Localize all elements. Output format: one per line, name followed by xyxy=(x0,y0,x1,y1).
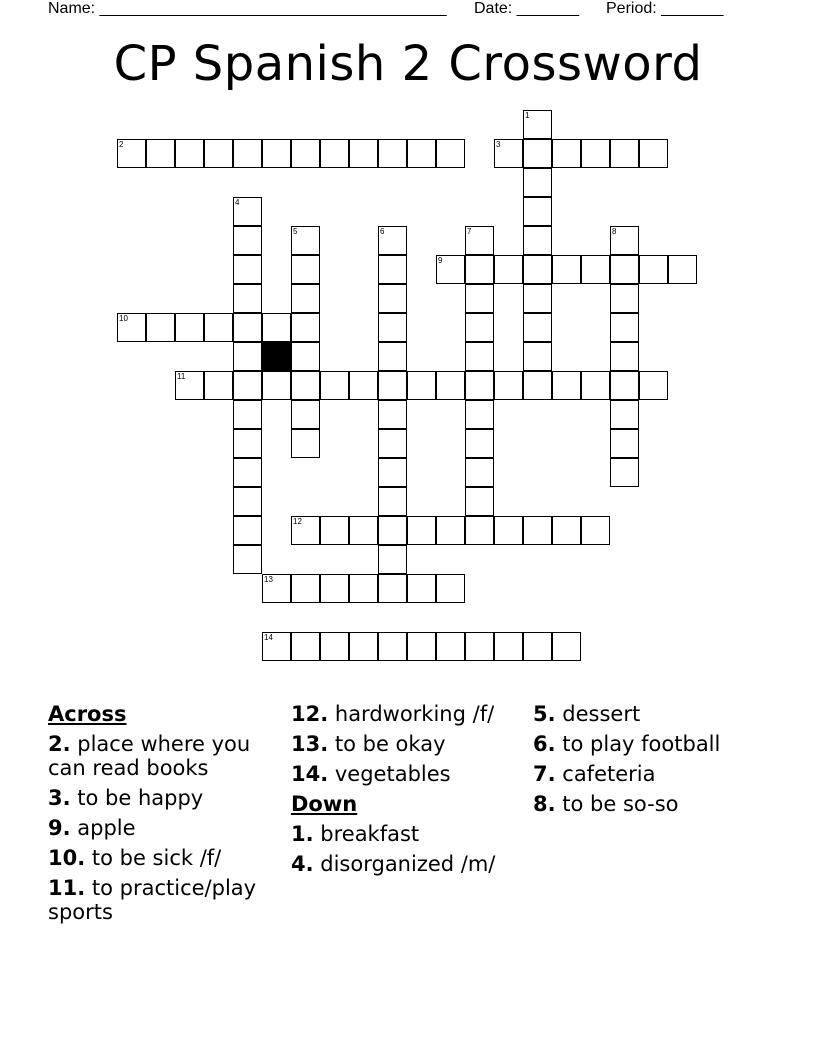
clue-number: 5 xyxy=(293,227,298,236)
grid-cell[interactable] xyxy=(291,400,320,429)
grid-cell[interactable] xyxy=(610,139,639,168)
grid-cell[interactable] xyxy=(523,516,552,545)
clue-item-text: to be okay xyxy=(328,732,446,756)
clue-column-3 xyxy=(533,702,768,822)
grid-cell[interactable] xyxy=(262,313,291,342)
clue-number: 9 xyxy=(438,256,443,265)
grid-cell[interactable] xyxy=(552,632,581,661)
clue-item-number: 4. xyxy=(291,852,314,876)
grid-cell[interactable] xyxy=(320,516,349,545)
grid-cell[interactable] xyxy=(291,139,320,168)
clue-column-2 xyxy=(291,702,526,882)
clue-item xyxy=(533,792,768,816)
date-line[interactable]: Date: _______ xyxy=(474,0,579,17)
clue-item xyxy=(291,852,526,876)
name-line[interactable]: Name: _______________________________________ xyxy=(48,0,447,17)
grid-cell[interactable] xyxy=(233,458,262,487)
across-heading: Across xyxy=(48,702,127,726)
grid-cell[interactable] xyxy=(465,429,494,458)
clue-number: 4 xyxy=(235,198,240,207)
clue-item-text: hardworking /f/ xyxy=(328,702,495,726)
clue-item-number: 8. xyxy=(533,792,556,816)
grid-cell[interactable] xyxy=(378,516,407,545)
clue-item-text: dessert xyxy=(555,702,641,726)
grid-cell[interactable] xyxy=(320,632,349,661)
clue-number: 14 xyxy=(264,633,273,642)
grid-cell[interactable] xyxy=(233,313,262,342)
grid-cell[interactable] xyxy=(436,255,465,284)
grid-cell[interactable] xyxy=(378,313,407,342)
grid-cell[interactable] xyxy=(262,139,291,168)
grid-cell[interactable] xyxy=(291,255,320,284)
clue-item-text: cafeteria xyxy=(555,762,656,786)
grid-cell[interactable] xyxy=(639,255,668,284)
grid-cell[interactable] xyxy=(233,226,262,255)
grid-cell[interactable] xyxy=(523,255,552,284)
clue-number: 12 xyxy=(293,517,302,526)
grid-cell[interactable] xyxy=(552,139,581,168)
grid-cell[interactable] xyxy=(291,313,320,342)
grid-cell[interactable] xyxy=(668,255,697,284)
grid-cell[interactable] xyxy=(436,632,465,661)
page-title: CP Spanish 2 Crossword xyxy=(113,36,703,92)
clue-item xyxy=(48,732,283,780)
clue-number: 7 xyxy=(467,227,472,236)
grid-cell[interactable] xyxy=(465,255,494,284)
grid-cell[interactable] xyxy=(523,197,552,226)
grid-cell[interactable] xyxy=(523,371,552,400)
clue-item xyxy=(291,762,526,786)
grid-cell[interactable] xyxy=(233,545,262,574)
grid-cell[interactable] xyxy=(320,371,349,400)
down-heading: Down xyxy=(291,792,358,816)
grid-cell[interactable] xyxy=(610,284,639,313)
grid-cell[interactable] xyxy=(349,632,378,661)
grid-cell[interactable] xyxy=(465,632,494,661)
clue-item xyxy=(48,786,283,810)
grid-cell[interactable] xyxy=(146,313,175,342)
grid-cell[interactable] xyxy=(552,371,581,400)
grid-cell[interactable] xyxy=(233,197,262,226)
grid-cell[interactable] xyxy=(175,313,204,342)
clue-item xyxy=(291,702,526,726)
grid-cell[interactable] xyxy=(523,284,552,313)
grid-cell[interactable] xyxy=(291,632,320,661)
grid-cell[interactable] xyxy=(552,516,581,545)
grid-cell[interactable] xyxy=(407,516,436,545)
clue-item-text: to play football xyxy=(555,732,721,756)
grid-cell[interactable] xyxy=(291,574,320,603)
grid-cell[interactable] xyxy=(175,371,204,400)
grid-cell[interactable] xyxy=(378,284,407,313)
grid-cell[interactable] xyxy=(233,255,262,284)
grid-cell[interactable] xyxy=(523,226,552,255)
grid-cell[interactable] xyxy=(378,139,407,168)
clue-item-text: breakfast xyxy=(313,822,420,846)
clue-item-number: 1. xyxy=(291,822,314,846)
grid-cell[interactable] xyxy=(494,139,523,168)
grid-cell[interactable] xyxy=(378,458,407,487)
grid-cell[interactable] xyxy=(465,400,494,429)
clue-number: 1 xyxy=(525,111,530,120)
grid-cell[interactable] xyxy=(581,139,610,168)
grid-cell[interactable] xyxy=(523,168,552,197)
grid-cell[interactable] xyxy=(465,313,494,342)
clue-item xyxy=(291,822,526,846)
clue-item-text: disorganized /m/ xyxy=(313,852,496,876)
clue-item-text: place where you can read books xyxy=(48,732,251,780)
grid-cell[interactable] xyxy=(378,429,407,458)
grid-cell[interactable] xyxy=(436,516,465,545)
grid-cell[interactable] xyxy=(204,371,233,400)
grid-cell[interactable] xyxy=(436,139,465,168)
grid-cell[interactable] xyxy=(262,632,291,661)
grid-cell[interactable] xyxy=(320,574,349,603)
clue-item-number: 12. xyxy=(291,702,329,726)
grid-cell[interactable] xyxy=(610,313,639,342)
clue-item-number: 6. xyxy=(533,732,556,756)
grid-cell[interactable] xyxy=(378,574,407,603)
grid-cell[interactable] xyxy=(233,429,262,458)
grid-cell[interactable] xyxy=(291,371,320,400)
grid-cell[interactable] xyxy=(233,371,262,400)
grid-cell[interactable] xyxy=(117,313,146,342)
clue-item-number: 7. xyxy=(533,762,556,786)
grid-cell[interactable] xyxy=(610,255,639,284)
clue-item xyxy=(533,702,768,726)
grid-cell[interactable] xyxy=(233,516,262,545)
grid-cell[interactable] xyxy=(291,429,320,458)
clue-number: 6 xyxy=(380,227,385,236)
clue-item-text: to be sick /f/ xyxy=(85,846,222,870)
grid-cell[interactable] xyxy=(291,284,320,313)
grid-cell[interactable] xyxy=(436,371,465,400)
clue-item-number: 10. xyxy=(48,846,86,870)
grid-cell[interactable] xyxy=(465,284,494,313)
period-line[interactable]: Period: _______ xyxy=(606,0,724,17)
grid-cell[interactable] xyxy=(465,371,494,400)
grid-cell[interactable] xyxy=(146,139,175,168)
grid-cell[interactable] xyxy=(320,139,349,168)
grid-cell[interactable] xyxy=(407,632,436,661)
grid-cell[interactable] xyxy=(407,371,436,400)
grid-cell[interactable] xyxy=(117,139,146,168)
grid-cell[interactable] xyxy=(465,458,494,487)
grid-cell[interactable] xyxy=(465,516,494,545)
grid-cell[interactable] xyxy=(581,516,610,545)
grid-cell[interactable] xyxy=(523,342,552,371)
grid-cell[interactable] xyxy=(494,371,523,400)
clue-item xyxy=(48,846,283,870)
grid-cell[interactable] xyxy=(610,400,639,429)
grid-cell[interactable] xyxy=(378,255,407,284)
grid-cell[interactable] xyxy=(175,139,204,168)
grid-cell[interactable] xyxy=(349,516,378,545)
grid-cell[interactable] xyxy=(610,429,639,458)
clue-item-number: 14. xyxy=(291,762,329,786)
clue-item-text: vegetables xyxy=(328,762,451,786)
clue-item-text: to practice/play sports xyxy=(48,876,257,924)
grid-cell[interactable] xyxy=(639,139,668,168)
grid-cell[interactable] xyxy=(233,400,262,429)
grid-cell[interactable] xyxy=(581,255,610,284)
grid-cell[interactable] xyxy=(349,139,378,168)
grid-cell[interactable] xyxy=(523,632,552,661)
grid-cell[interactable] xyxy=(494,255,523,284)
grid-cell[interactable] xyxy=(610,342,639,371)
grid-cell[interactable] xyxy=(523,139,552,168)
clue-item xyxy=(533,732,768,756)
clue-number: 2 xyxy=(119,140,124,149)
grid-cell[interactable] xyxy=(581,371,610,400)
blocked-cell xyxy=(262,342,291,371)
clue-item-text: apple xyxy=(70,816,136,840)
clue-number: 10 xyxy=(119,314,128,323)
grid-cell[interactable] xyxy=(233,139,262,168)
grid-cell[interactable] xyxy=(233,284,262,313)
grid-cell[interactable] xyxy=(465,342,494,371)
grid-cell[interactable] xyxy=(407,139,436,168)
grid-cell[interactable] xyxy=(204,139,233,168)
grid-cell[interactable] xyxy=(523,110,552,139)
grid-cell[interactable] xyxy=(378,371,407,400)
clue-item-text: to be happy xyxy=(70,786,204,810)
clue-number: 11 xyxy=(177,372,186,381)
grid-cell[interactable] xyxy=(494,632,523,661)
clue-item xyxy=(291,732,526,756)
clue-item-number: 3. xyxy=(48,786,71,810)
grid-cell[interactable] xyxy=(233,487,262,516)
grid-cell[interactable] xyxy=(378,545,407,574)
grid-cell[interactable] xyxy=(204,313,233,342)
grid-cell[interactable] xyxy=(639,371,668,400)
grid-cell[interactable] xyxy=(465,226,494,255)
clue-item-number: 5. xyxy=(533,702,556,726)
grid-cell[interactable] xyxy=(233,342,262,371)
grid-cell[interactable] xyxy=(552,255,581,284)
clue-item xyxy=(48,876,283,924)
clue-item-number: 2. xyxy=(48,732,71,756)
clue-item-number: 9. xyxy=(48,816,71,840)
clue-column-1 xyxy=(48,702,283,930)
grid-cell[interactable] xyxy=(610,371,639,400)
clue-item xyxy=(533,762,768,786)
clue-item-number: 13. xyxy=(291,732,329,756)
clue-number: 8 xyxy=(612,227,617,236)
grid-cell[interactable] xyxy=(523,313,552,342)
grid-cell[interactable] xyxy=(494,516,523,545)
grid-cell[interactable] xyxy=(610,226,639,255)
grid-cell[interactable] xyxy=(349,371,378,400)
clue-item-number: 11. xyxy=(48,876,86,900)
grid-cell[interactable] xyxy=(378,487,407,516)
grid-cell[interactable] xyxy=(349,574,378,603)
grid-cell[interactable] xyxy=(407,574,436,603)
clue-item-text: to be so-so xyxy=(555,792,679,816)
grid-cell[interactable] xyxy=(378,226,407,255)
clue-item xyxy=(48,816,283,840)
grid-cell[interactable] xyxy=(436,574,465,603)
grid-cell[interactable] xyxy=(291,516,320,545)
clue-number: 13 xyxy=(264,575,273,584)
grid-cell[interactable] xyxy=(291,342,320,371)
grid-cell[interactable] xyxy=(378,400,407,429)
grid-cell[interactable] xyxy=(378,342,407,371)
grid-cell[interactable] xyxy=(262,574,291,603)
clue-number: 3 xyxy=(496,140,501,149)
grid-cell[interactable] xyxy=(610,458,639,487)
grid-cell[interactable] xyxy=(378,632,407,661)
grid-cell[interactable] xyxy=(262,371,291,400)
grid-cell[interactable] xyxy=(291,226,320,255)
grid-cell[interactable] xyxy=(465,487,494,516)
